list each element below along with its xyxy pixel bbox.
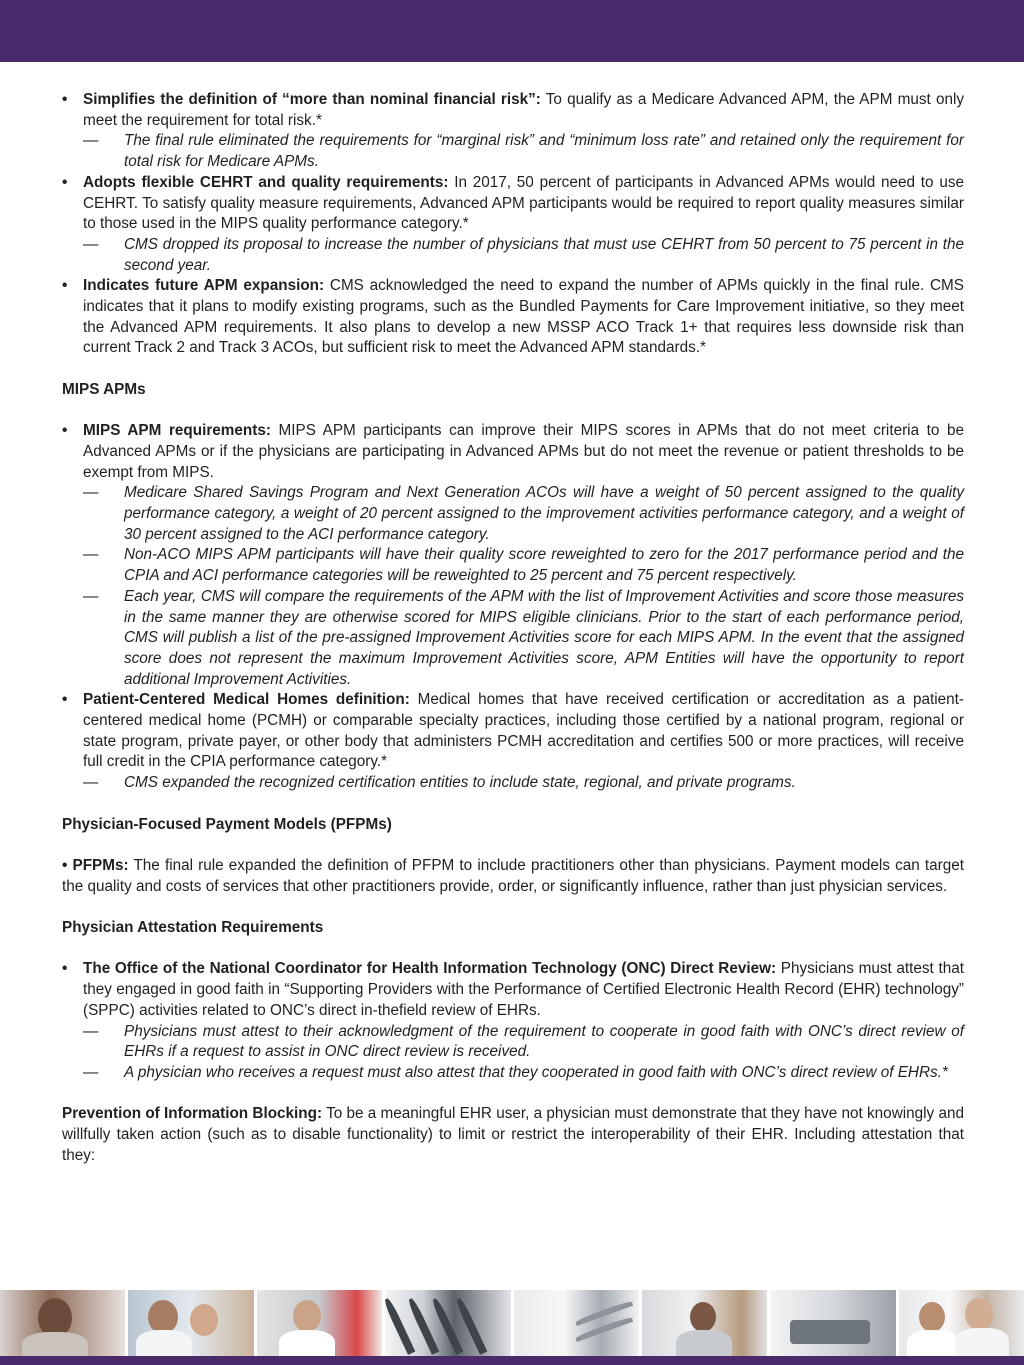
dash-marker: — <box>83 546 99 564</box>
dash-marker: — <box>83 484 99 502</box>
paragraph <box>62 856 964 897</box>
sub-item-text: The final rule eliminated the requirements for “marginal risk” and “minimum loss rate” and retained only the requirement for total risk for Medicare APMs. <box>124 132 964 171</box>
sub-item-text: Medicare Shared Savings Program and Next Generation ACOs will have a weight of 50 percent assigned to the quality performance category, a weight of 20 percent assigned to the improvement activities performance category, and a weight of 30 percent assigned to the ACI performance category. <box>124 484 964 543</box>
smiling-woman-photo <box>0 1290 125 1356</box>
sub-item-text: CMS expanded the recognized certification entities to include state, regional, and private programs. <box>124 774 796 792</box>
list-item <box>62 421 964 483</box>
photo-strip <box>0 1290 1024 1356</box>
patient-care-photo <box>642 1290 767 1356</box>
item-text: Physicians must attest that they engaged in good faith in “Supporting Providers with the Performance of Certified Electronic Health Record (EHR) technology” (SPPC) activities related to ONC’s direct in-thefield review of EHRs. <box>83 960 964 1019</box>
paragraph-lead: Prevention of Information Blocking: <box>62 1105 323 1123</box>
sub-item <box>62 131 964 172</box>
laptop-hands-photo <box>770 1290 895 1356</box>
item-lead: Indicates future APM expansion: <box>83 277 325 295</box>
bullet-marker: • <box>62 173 68 191</box>
item-text: In 2017, 50 percent of participants in Advanced APMs would need to use CEHRT. To satisfy quality measure requirements, Advanced APM participants would be required to report quality measures similar to those used in the MIPS quality performance category.* <box>83 173 964 233</box>
item-text: Medical homes that have received certification or accreditation as a patient-centered medical home (PCMH) or comparable specialty practices, including those certified by a national program, regional or state program, private payer, or other body that administers PCMH accreditation and certifies 500 or more practices, will receive full credit in the CPIA performance category.* <box>83 691 964 771</box>
item-text: CMS acknowledged the need to expand the number of APMs quickly in the final rule. CMS indicates that it plans to modify existing programs, such as the Bundled Payments for Care Improvement initiative, so they meet the Advanced APM requirements. It also plans to develop a new MSSP ACO Track 1+ that requires less downside risk than current Track 2 and Track 3 ACOs, but sufficient risk to meet the Advanced APM standards.* <box>83 277 964 357</box>
item-lead: The Office of the National Coordinator for Health Information Technology (ONC) Direct Review: <box>83 960 777 978</box>
clinician-exam-photo <box>257 1290 382 1356</box>
item-lead: Simplifies the definition of “more than nominal financial risk”: <box>83 91 541 108</box>
dash-marker: — <box>83 587 99 605</box>
sub-item <box>62 773 964 794</box>
header-band <box>0 0 1024 62</box>
item-text: MIPS APM participants can improve their MIPS scores in APMs that do not meet criteria to be Advanced APMs or if the physicians are participating in Advanced APMs but do not meet the revenue or patient thresholds to be exempt from MIPS. <box>83 422 964 481</box>
doctor-patient-photo <box>128 1290 253 1356</box>
dash-marker: — <box>83 1063 99 1081</box>
sub-item <box>62 587 964 691</box>
footer-band <box>0 1356 1024 1365</box>
section-heading: Physician Attestation Requirements <box>62 919 324 937</box>
sub-item-text: Non-ACO MIPS APM participants will have their quality score reweighted to zero for the 2017 performance period and the CPIA and ACI performance categories will be reweighted to 25 percent and 75 percent respectively. <box>124 546 964 585</box>
dash-marker: — <box>83 1022 99 1040</box>
sub-item <box>62 1063 964 1084</box>
sub-item <box>62 483 964 545</box>
section-heading: MIPS APMs <box>62 380 146 398</box>
sub-item <box>62 235 964 276</box>
bullet-marker: • <box>62 422 68 440</box>
item-text: To qualify as a Medicare Advanced APM, the APM must only meet the requirement for total risk.* <box>83 91 964 129</box>
dash-marker: — <box>83 235 99 253</box>
list-item <box>62 690 964 773</box>
paragraph <box>62 1104 964 1166</box>
sub-item-text: Physicians must attest to their acknowledgment of the requirement to cooperate in good faith with ONC’s direct review of EHRs if a request to assist in ONC direct review is received. <box>124 1022 964 1061</box>
dna-helix-photo <box>385 1290 510 1356</box>
bullet-marker: • <box>62 277 68 295</box>
paragraph-lead: • PFPMs: <box>62 856 129 874</box>
medical-team-photo <box>899 1290 1024 1356</box>
dna-strand-photo <box>514 1290 639 1356</box>
list-item <box>62 959 964 1021</box>
dash-marker: — <box>83 132 99 150</box>
sub-item <box>62 1022 964 1063</box>
sub-item-text: CMS dropped its proposal to increase the number of physicians that must use CEHRT from 50 percent to 75 percent in the second year. <box>124 235 964 274</box>
sub-item-text: Each year, CMS will compare the requirements of the APM with the list of Improvement Activities and score those measures in the same manner they are otherwise scored for MIPS eligible clinicians. Prior to the start of each performance period, CMS will publish a list of the pre-assigned Improvement Activities score for each MIPS APM. In the event that the assigned score does not represent the maximum Improvement Activities score, APM Entities will have the opportunity to report additional Improvement Activities. <box>124 587 964 688</box>
document-body <box>62 90 964 1166</box>
list-item <box>62 276 964 359</box>
item-lead: MIPS APM requirements: <box>83 422 271 440</box>
item-lead: Adopts flexible CEHRT and quality requirements: <box>83 173 449 191</box>
bullet-marker: • <box>62 91 68 108</box>
dash-marker: — <box>83 774 99 792</box>
list-item <box>62 90 964 131</box>
sub-item-text: A physician who receives a request must also attest that they cooperated in good faith with ONC’s direct review of EHRs.* <box>124 1063 948 1081</box>
paragraph-text: To be a meaningful EHR user, a physician must demonstrate that they have not knowingly and willfully taken action (such as to disable functionality) to limit or restrict the interoperability of their EHR. Including attestation that they: <box>62 1105 964 1164</box>
bullet-marker: • <box>62 960 68 978</box>
list-item <box>62 173 964 235</box>
section-heading: Physician-Focused Payment Models (PFPMs) <box>62 815 392 833</box>
paragraph-text: The final rule expanded the definition of PFPM to include practitioners other than physicians. Payment models can target the quality and costs of services that other practitioners provide, order, or significantly influence, rather than just physician services. <box>62 856 964 895</box>
bullet-marker: • <box>62 691 68 709</box>
item-lead: Patient-Centered Medical Homes definition: <box>83 691 410 709</box>
sub-item <box>62 545 964 586</box>
